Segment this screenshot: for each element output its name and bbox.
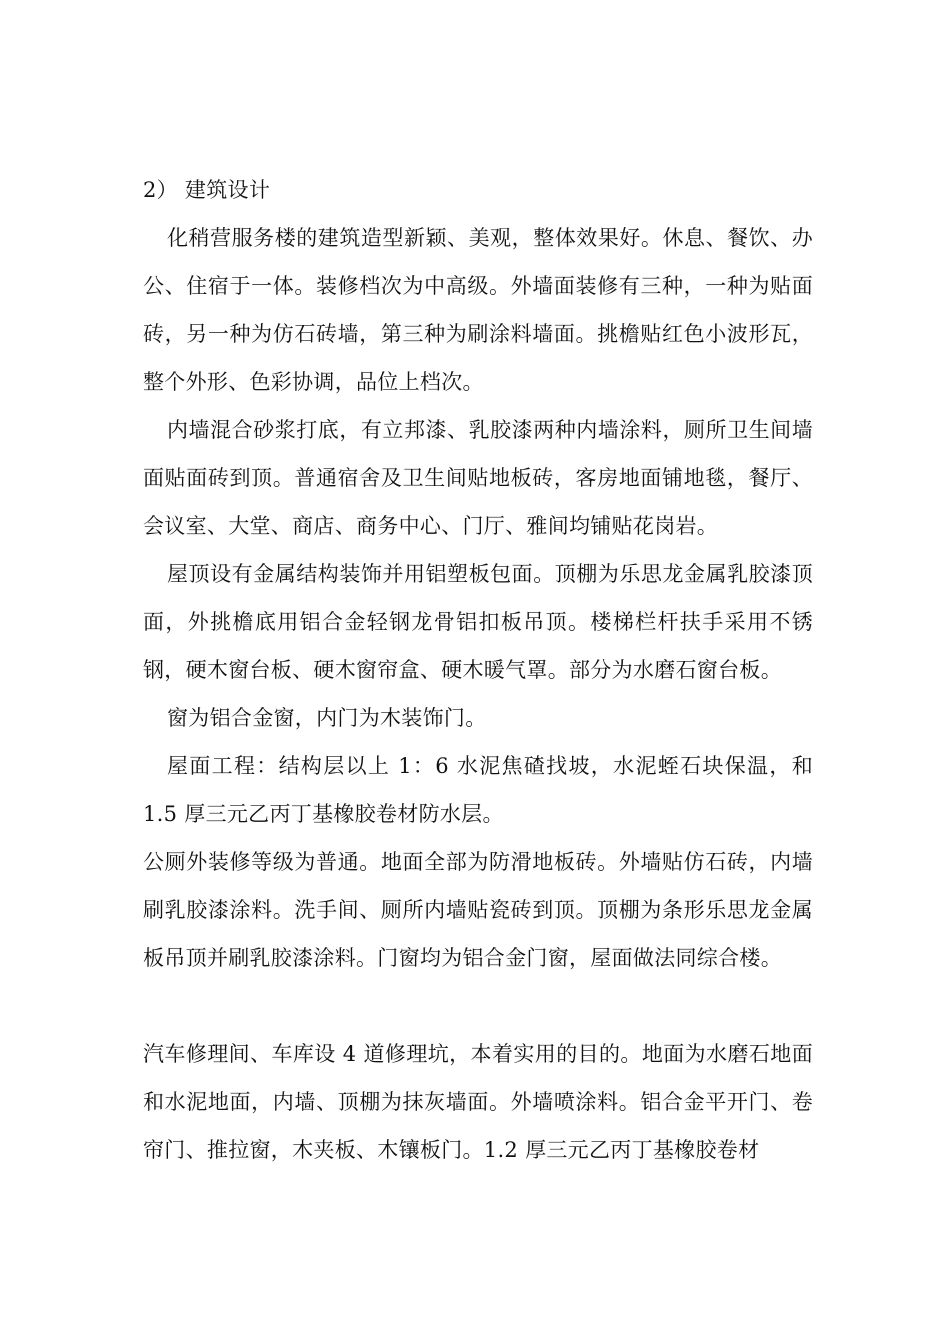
paragraph-public-toilet: 公厕外装修等级为普通。地面全部为防滑地板砖。外墙贴仿石砖，内墙刷乳胶漆涂料。洗手间、厕所内墙贴瓷砖到顶。顶棚为条形乐思龙金属板吊顶并刷乳胶漆涂料。门窗均为铝合金门窗，屋面做法同综合楼。 (143, 850, 813, 970)
paragraph-interior-wall: 内墙混合砂浆打底，有立邦漆、乳胶漆两种内墙涂料，厕所卫生间墙面贴面砖到顶。普通宿舍及卫生间贴地板砖，客房地面铺地毯，餐厅、会议室、大堂、商店、商务中心、门厅、雅间均铺贴花岗岩。 (143, 418, 813, 538)
section-heading: 2） 建筑设计 (143, 178, 271, 202)
paragraph-garage: 汽车修理间、车库设 4 道修理坑，本着实用的目的。地面为水磨石地面和水泥地面，内墙、顶棚为抹灰墙面。外墙喷涂料。铝合金平开门、卷帘门、推拉窗，木夹板、木镶板门。1.2 厚三元乙丙丁基橡胶卷材 (143, 1042, 813, 1162)
paragraph-roofing-works: 屋面工程：结构层以上 1：6 水泥焦碴找坡，水泥蛭石块保温，和 1.5 厚三元乙丙丁基橡胶卷材防水层。 (143, 754, 813, 826)
paragraph-roof-ceiling: 屋顶设有金属结构装饰并用铝塑板包面。顶棚为乐思龙金属乳胶漆顶面，外挑檐底用铝合金轻钢龙骨铝扣板吊顶。楼梯栏杆扶手采用不锈钢，硬木窗台板、硬木窗帘盒、硬木暖气罩。部分为水磨石窗台板。 (143, 562, 813, 682)
paragraph-service-building: 化稍营服务楼的建筑造型新颖、美观，整体效果好。休息、餐饮、办公、住宿于一体。装修档次为中高级。外墙面装修有三种，一种为贴面砖，另一种为仿石砖墙，第三种为刷涂料墙面。挑檐贴红色小波形瓦，整个外形、色彩协调，品位上档次。 (143, 226, 813, 394)
paragraph-windows-doors: 窗为铝合金窗，内门为木装饰门。 (167, 706, 487, 730)
